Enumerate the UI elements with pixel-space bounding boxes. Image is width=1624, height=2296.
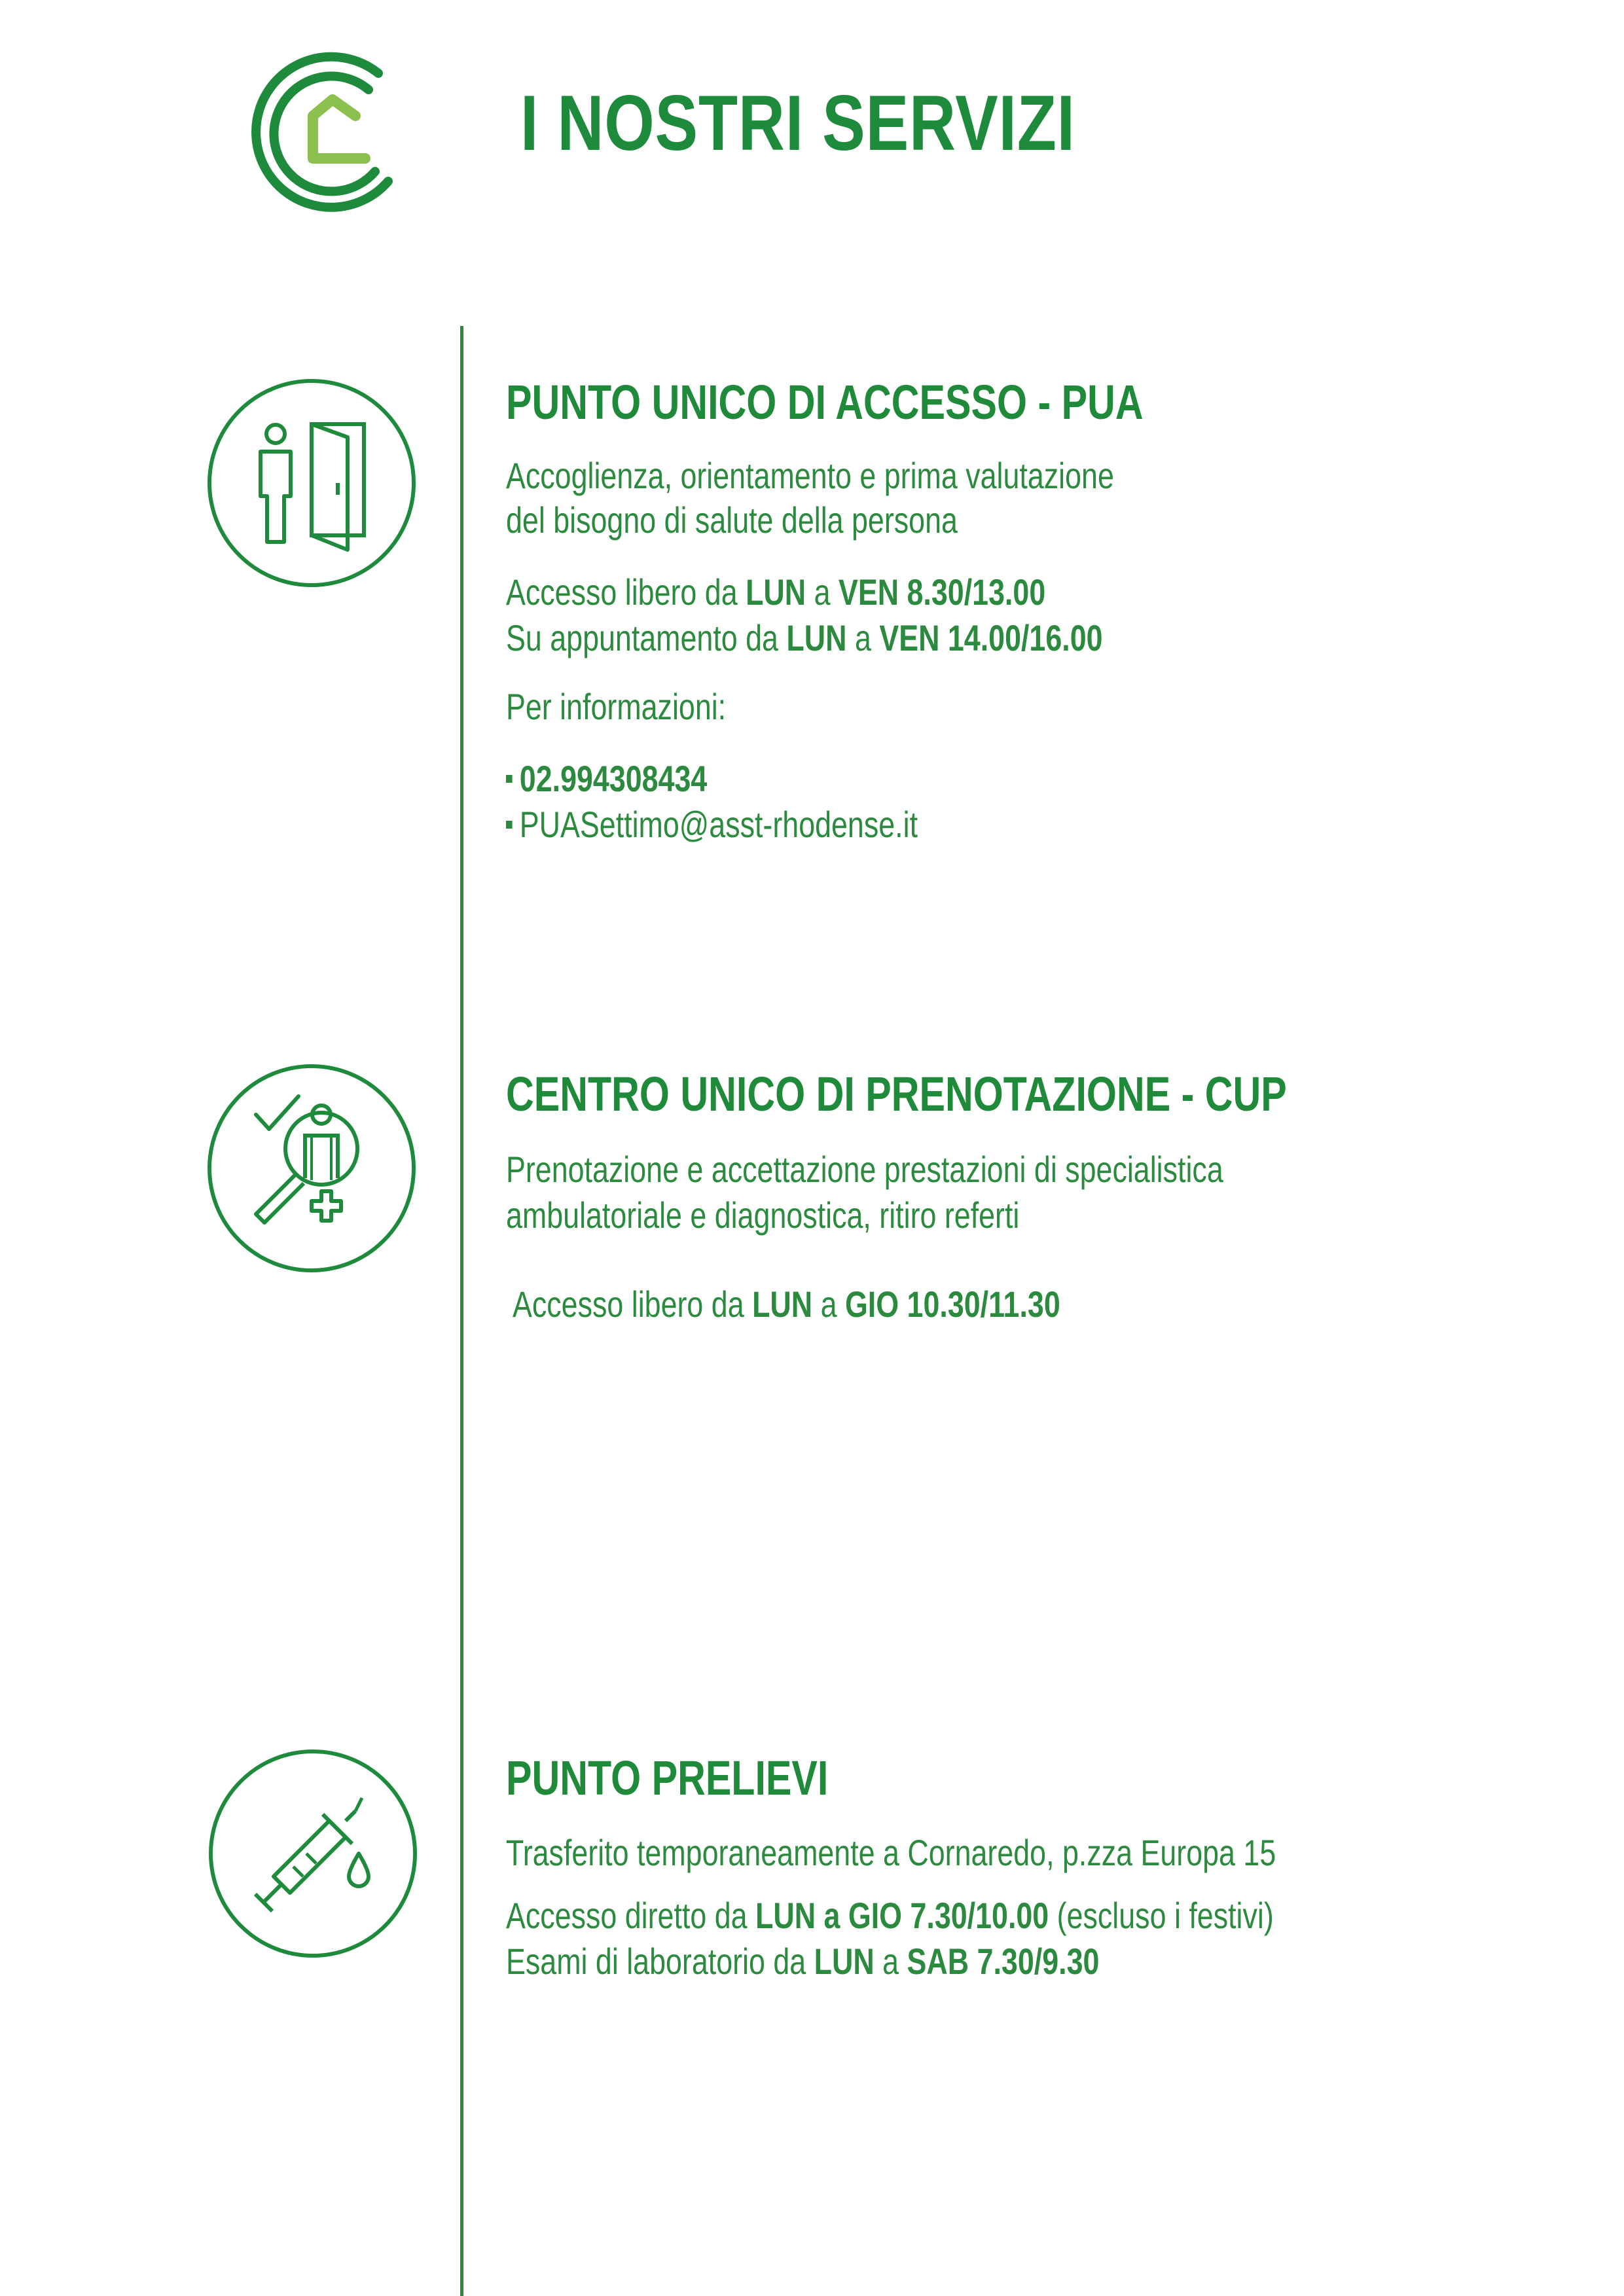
magnifier-person-icon xyxy=(207,1064,416,1273)
pua-email[interactable]: PUASettimo@asst-rhodense.it xyxy=(506,802,918,848)
cup-description-line2: ambulatoriale e diagnostica, ritiro referti xyxy=(506,1194,1020,1236)
cup-description-line1: Prenotazione e accettazione prestazioni di specialistica xyxy=(506,1149,1223,1190)
bullet-icon xyxy=(506,775,513,783)
person-door-icon xyxy=(207,378,416,588)
pua-phone[interactable]: 02.994308434 xyxy=(506,756,707,802)
pua-hours-free: Accesso libero da LUN a VEN 8.30/13.00 xyxy=(506,571,1046,613)
syringe-drop-icon xyxy=(208,1749,418,1958)
cup-hours: Accesso libero da LUN a GIO 10.30/11.30 xyxy=(513,1283,1060,1325)
pua-hours-appointment: Su appuntamento da LUN a VEN 14.00/16.00 xyxy=(506,617,1103,658)
timeline-line xyxy=(460,326,463,2296)
section-title-pua: PUNTO UNICO DI ACCESSO - PUA xyxy=(506,375,1144,429)
prelievi-hours-lab: Esami di laboratorio da LUN a SAB 7.30/9.30 xyxy=(506,1941,1100,1982)
section-title-prelievi: PUNTO PRELIEVI xyxy=(506,1751,829,1805)
section-title-cup: CENTRO UNICO DI PRENOTAZIONE - CUP xyxy=(506,1067,1287,1121)
prelievi-hours-direct: Accesso diretto da LUN a GIO 7.30/10.00 (escluso i festivi) xyxy=(506,1895,1274,1936)
pua-info-label: Per informazioni: xyxy=(506,686,727,727)
logo xyxy=(241,47,398,217)
pua-description-line1: Accoglienza, orientamento e prima valutazione xyxy=(506,455,1114,496)
bullet-icon xyxy=(506,821,513,829)
pua-description-line2: del bisogno di salute della persona xyxy=(506,499,958,541)
page-title: I NOSTRI SERVIZI xyxy=(520,79,1075,167)
prelievi-location: Trasferito temporaneamente a Cornaredo, p.zza Europa 15 xyxy=(506,1832,1276,1873)
